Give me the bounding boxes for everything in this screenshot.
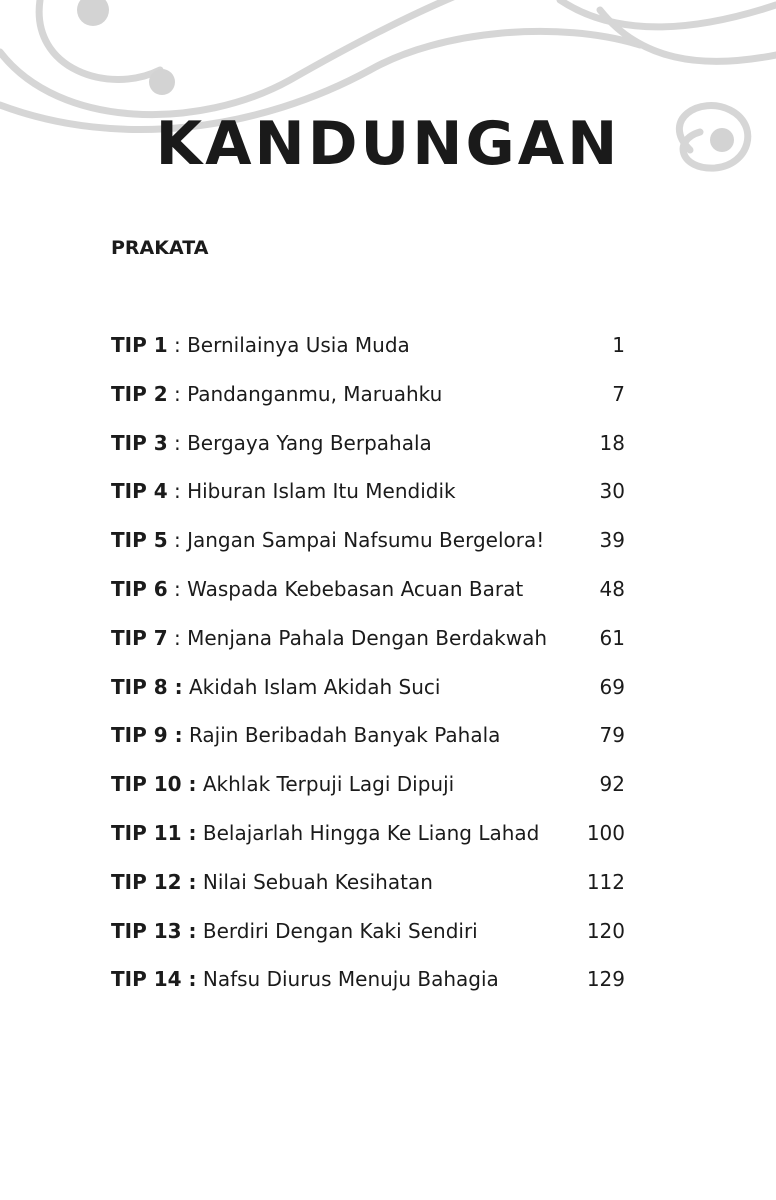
toc-entry-page: 18	[599, 430, 625, 455]
toc-entry	[111, 964, 631, 1013]
toc-entry-separator: :	[167, 381, 188, 406]
toc-entry-title: Nilai Sebuah Kesihatan	[202, 869, 433, 894]
toc-entry	[111, 623, 631, 672]
toc-entry	[111, 867, 631, 916]
toc-entry-title: Rajin Beribadah Banyak Pahala	[188, 723, 501, 748]
toc-entry-page: 79	[599, 723, 625, 748]
toc-entry-page: 1	[612, 333, 625, 357]
toc-entry-label: TIP 4	[111, 479, 168, 504]
toc-entry-separator: :	[167, 528, 188, 553]
toc-entry	[111, 476, 631, 525]
toc-entry	[111, 916, 631, 965]
toc-entry-title: Hiburan Islam Itu Mendidik	[187, 479, 456, 504]
toc-entry-label: TIP 6	[111, 576, 168, 601]
toc-entry	[111, 720, 631, 769]
toc-entry-label: TIP 11 :	[111, 820, 197, 845]
toc-entry-label: TIP 13 :	[111, 918, 197, 943]
toc-entry-label: TIP 8 :	[111, 674, 183, 699]
toc-entry-label: TIP 7	[111, 625, 168, 650]
toc-entry	[111, 379, 631, 428]
toc-entry-page: 7	[612, 381, 625, 406]
toc-entry-title: Berdiri Dengan Kaki Sendiri	[202, 918, 478, 943]
toc-entry-page: 120	[586, 918, 625, 943]
toc-entry-title: Bernilainya Usia Muda	[187, 333, 410, 357]
toc-entry-title: Menjana Pahala Dengan Berdakwah	[187, 625, 548, 650]
toc-entry-label: TIP 5	[111, 528, 168, 553]
toc-entry-page: 112	[586, 869, 625, 894]
toc-entry-page: 61	[599, 625, 625, 650]
toc-entry	[111, 330, 631, 379]
toc-entry-title: Akidah Islam Akidah Suci	[188, 674, 441, 699]
toc-entry	[111, 428, 631, 477]
toc-entry-label: TIP 1	[111, 333, 168, 357]
toc-entry-title: Belajarlah Hingga Ke Liang Lahad	[202, 820, 540, 845]
page-title: KANDUNGAN	[155, 109, 621, 179]
toc-entry-title: Pandanganmu, Maruahku	[187, 381, 443, 406]
toc-entry-title: Jangan Sampai Nafsumu Bergelora!	[187, 528, 545, 553]
toc-entry	[111, 574, 631, 623]
toc-entry-label: TIP 2	[111, 381, 168, 406]
toc-entry-separator: :	[167, 479, 188, 504]
toc-entry	[111, 818, 631, 867]
toc-entry-page: 39	[599, 528, 625, 553]
toc-entry-separator: :	[167, 430, 188, 455]
toc-entry-page: 100	[586, 820, 625, 845]
toc-entry-separator: :	[167, 625, 188, 650]
toc-entry-label: TIP 3	[111, 430, 168, 455]
toc-entry-title: Nafsu Diurus Menuju Bahagia	[202, 967, 499, 992]
table-of-contents	[111, 330, 631, 1013]
toc-entry-page: 69	[599, 674, 625, 699]
toc-entry-title: Bergaya Yang Berpahala	[187, 430, 432, 455]
toc-entry	[111, 672, 631, 721]
toc-entry	[111, 525, 631, 574]
toc-entry-label: TIP 12 :	[111, 869, 197, 894]
toc-entry-page: 92	[599, 772, 625, 797]
toc-entry-separator: :	[167, 333, 188, 357]
toc-entry-page: 48	[599, 576, 625, 601]
toc-entry-label: TIP 10 :	[111, 772, 197, 797]
toc-entry-page: 30	[599, 479, 625, 504]
toc-entry-separator: :	[167, 576, 188, 601]
toc-entry	[111, 769, 631, 818]
toc-entry-label: TIP 14 :	[111, 967, 197, 992]
toc-entry-title: Akhlak Terpuji Lagi Dipuji	[202, 772, 455, 797]
toc-entry-label: TIP 9 :	[111, 723, 183, 748]
toc-entry-page: 129	[586, 967, 625, 992]
toc-entry-title: Waspada Kebebasan Acuan Barat	[187, 576, 524, 601]
prakata-heading: PRAKATA	[111, 237, 209, 259]
